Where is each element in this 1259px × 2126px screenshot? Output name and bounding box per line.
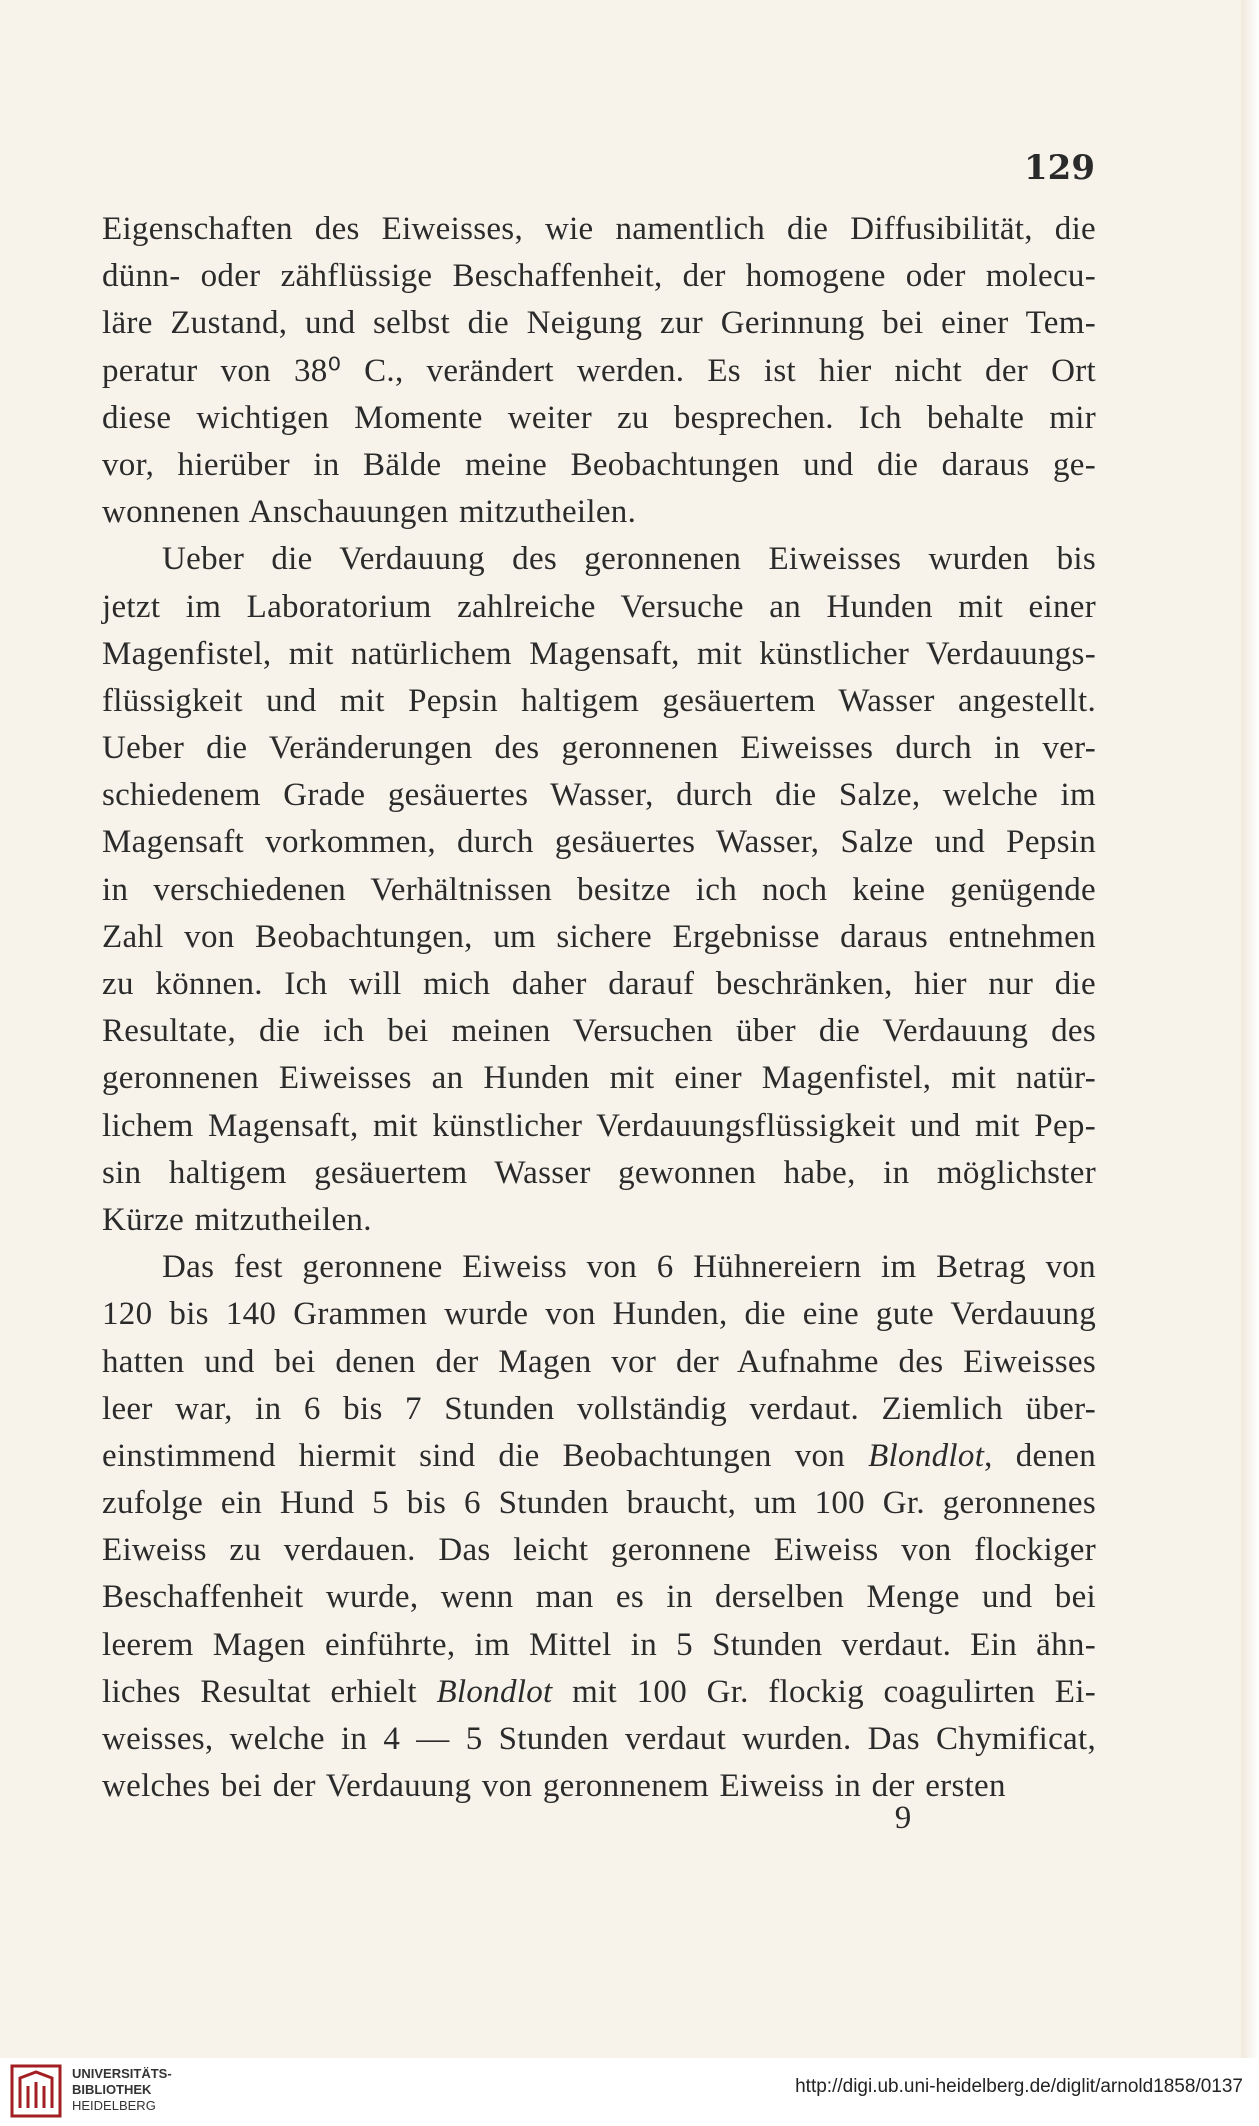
text-line: schiedenem Grade gesäuertes Wasser, durch die Salze, welche im	[102, 777, 1096, 814]
text-line: läre Zustand, und selbst die Neigung zur Gerinnung bei einer Tem-	[102, 305, 1096, 342]
text-line: 120 bis 140 Grammen wurde von Hunden, die eine gute Verdauung	[102, 1296, 1096, 1333]
page-edge	[1241, 0, 1259, 2126]
body-text	[102, 206, 1096, 1810]
text-line: diese wichtigen Momente weiter zu besprechen. Ich behalte mir	[102, 399, 1096, 436]
signature-mark: 9	[894, 1800, 912, 1836]
text-line: in verschiedenen Verhältnissen besitze ich noch keine genügende	[102, 871, 1096, 908]
library-name-line-3: HEIDELBERG	[72, 2098, 156, 2113]
text-line: jetzt im Laboratorium zahlreiche Versuche an Hunden mit einer	[102, 588, 1096, 625]
text-line: geronnenen Eiweisses an Hunden mit einer Magenfistel, mit natür-	[102, 1060, 1096, 1097]
page-number: 129	[1024, 148, 1095, 188]
text-line: leer war, in 6 bis 7 Stunden vollständig verdaut. Ziemlich über-	[102, 1390, 1096, 1427]
text-line: wonnenen Anschauungen mitzutheilen.	[102, 494, 637, 531]
text-line: flüssigkeit und mit Pepsin haltigem gesäuertem Wasser angestellt.	[102, 682, 1096, 719]
text-line: leerem Magen einführte, im Mittel in 5 Stunden verdaut. Ein ähn-	[102, 1626, 1096, 1663]
text-line: Magensaft vorkommen, durch gesäuertes Wasser, Salze und Pepsin	[102, 824, 1096, 861]
library-name-line-2: BIBLIOTHEK	[72, 2082, 152, 2097]
university-library-logo-icon[interactable]	[10, 2064, 62, 2118]
author-name: Blondlot	[436, 1673, 553, 1710]
text-line: dünn- oder zähflüssige Beschaffenheit, der homogene oder molecu-	[102, 258, 1096, 295]
text-line: Beschaffenheit wurde, wenn man es in derselben Menge und bei	[102, 1579, 1096, 1616]
text-line: sin haltigem gesäuertem Wasser gewonnen habe, in möglichster	[102, 1154, 1096, 1191]
text-line: Das fest geronnene Eiweiss von 6 Hühnereiern im Betrag von	[162, 1249, 1096, 1286]
author-name: Blondlot	[868, 1437, 985, 1474]
library-name-line-1: UNIVERSITÄTS-	[72, 2066, 172, 2081]
text-line: Ueber die Veränderungen des geronnenen Eiweisses durch in ver-	[102, 730, 1096, 767]
text-line: hatten und bei denen der Magen vor der Aufnahme des Eiweisses	[102, 1343, 1096, 1380]
text-line: zu können. Ich will mich daher darauf beschränken, hier nur die	[102, 966, 1096, 1002]
text-line: Magenfistel, mit natürlichem Magensaft, mit künstlicher Verdauungs-	[102, 635, 1096, 672]
text-line: Ueber die Verdauung des geronnenen Eiweisses wurden bis	[162, 541, 1096, 578]
text-line: Zahl von Beobachtungen, um sichere Ergebnisse daraus entnehmen	[102, 918, 1096, 955]
text-line: weisses, welche in 4 — 5 Stunden verdaut wurden. Das Chymificat,	[102, 1721, 1096, 1757]
text-line: einstimmend hiermit sind die Beobachtungen von Blondlot, denen	[102, 1437, 1096, 1474]
text-line: Eiweiss zu verdauen. Das leicht geronnene Eiweiss von flockiger	[102, 1532, 1096, 1569]
text-line: Eigenschaften des Eiweisses, wie namentlich die Diffusibilität, die	[102, 211, 1096, 247]
text-line: zufolge ein Hund 5 bis 6 Stunden braucht, um 100 Gr. geronnenes	[102, 1485, 1096, 1522]
text-line: vor, hierüber in Bälde meine Beobachtungen und die daraus ge-	[102, 446, 1096, 483]
library-name[interactable]	[72, 2066, 172, 2114]
source-url-link[interactable]: http://digi.ub.uni-heidelberg.de/diglit/arnold1858/0137	[795, 2076, 1243, 2097]
text-line: Kürze mitzutheilen.	[102, 1201, 372, 1238]
text-line: Resultate, die ich bei meinen Versuchen über die Verdauung des	[102, 1013, 1096, 1050]
text-line: lichem Magensaft, mit künstlicher Verdauungsflüssigkeit und mit Pep-	[102, 1107, 1096, 1144]
text-line: welches bei der Verdauung von geronnenem Eiweiss in der ersten	[102, 1768, 1006, 1805]
text-line: liches Resultat erhielt Blondlot mit 100 Gr. flockig coagulirten Ei-	[102, 1673, 1096, 1710]
text-line: peratur von 38⁰ C., verändert werden. Es ist hier nicht der Ort	[102, 352, 1096, 389]
